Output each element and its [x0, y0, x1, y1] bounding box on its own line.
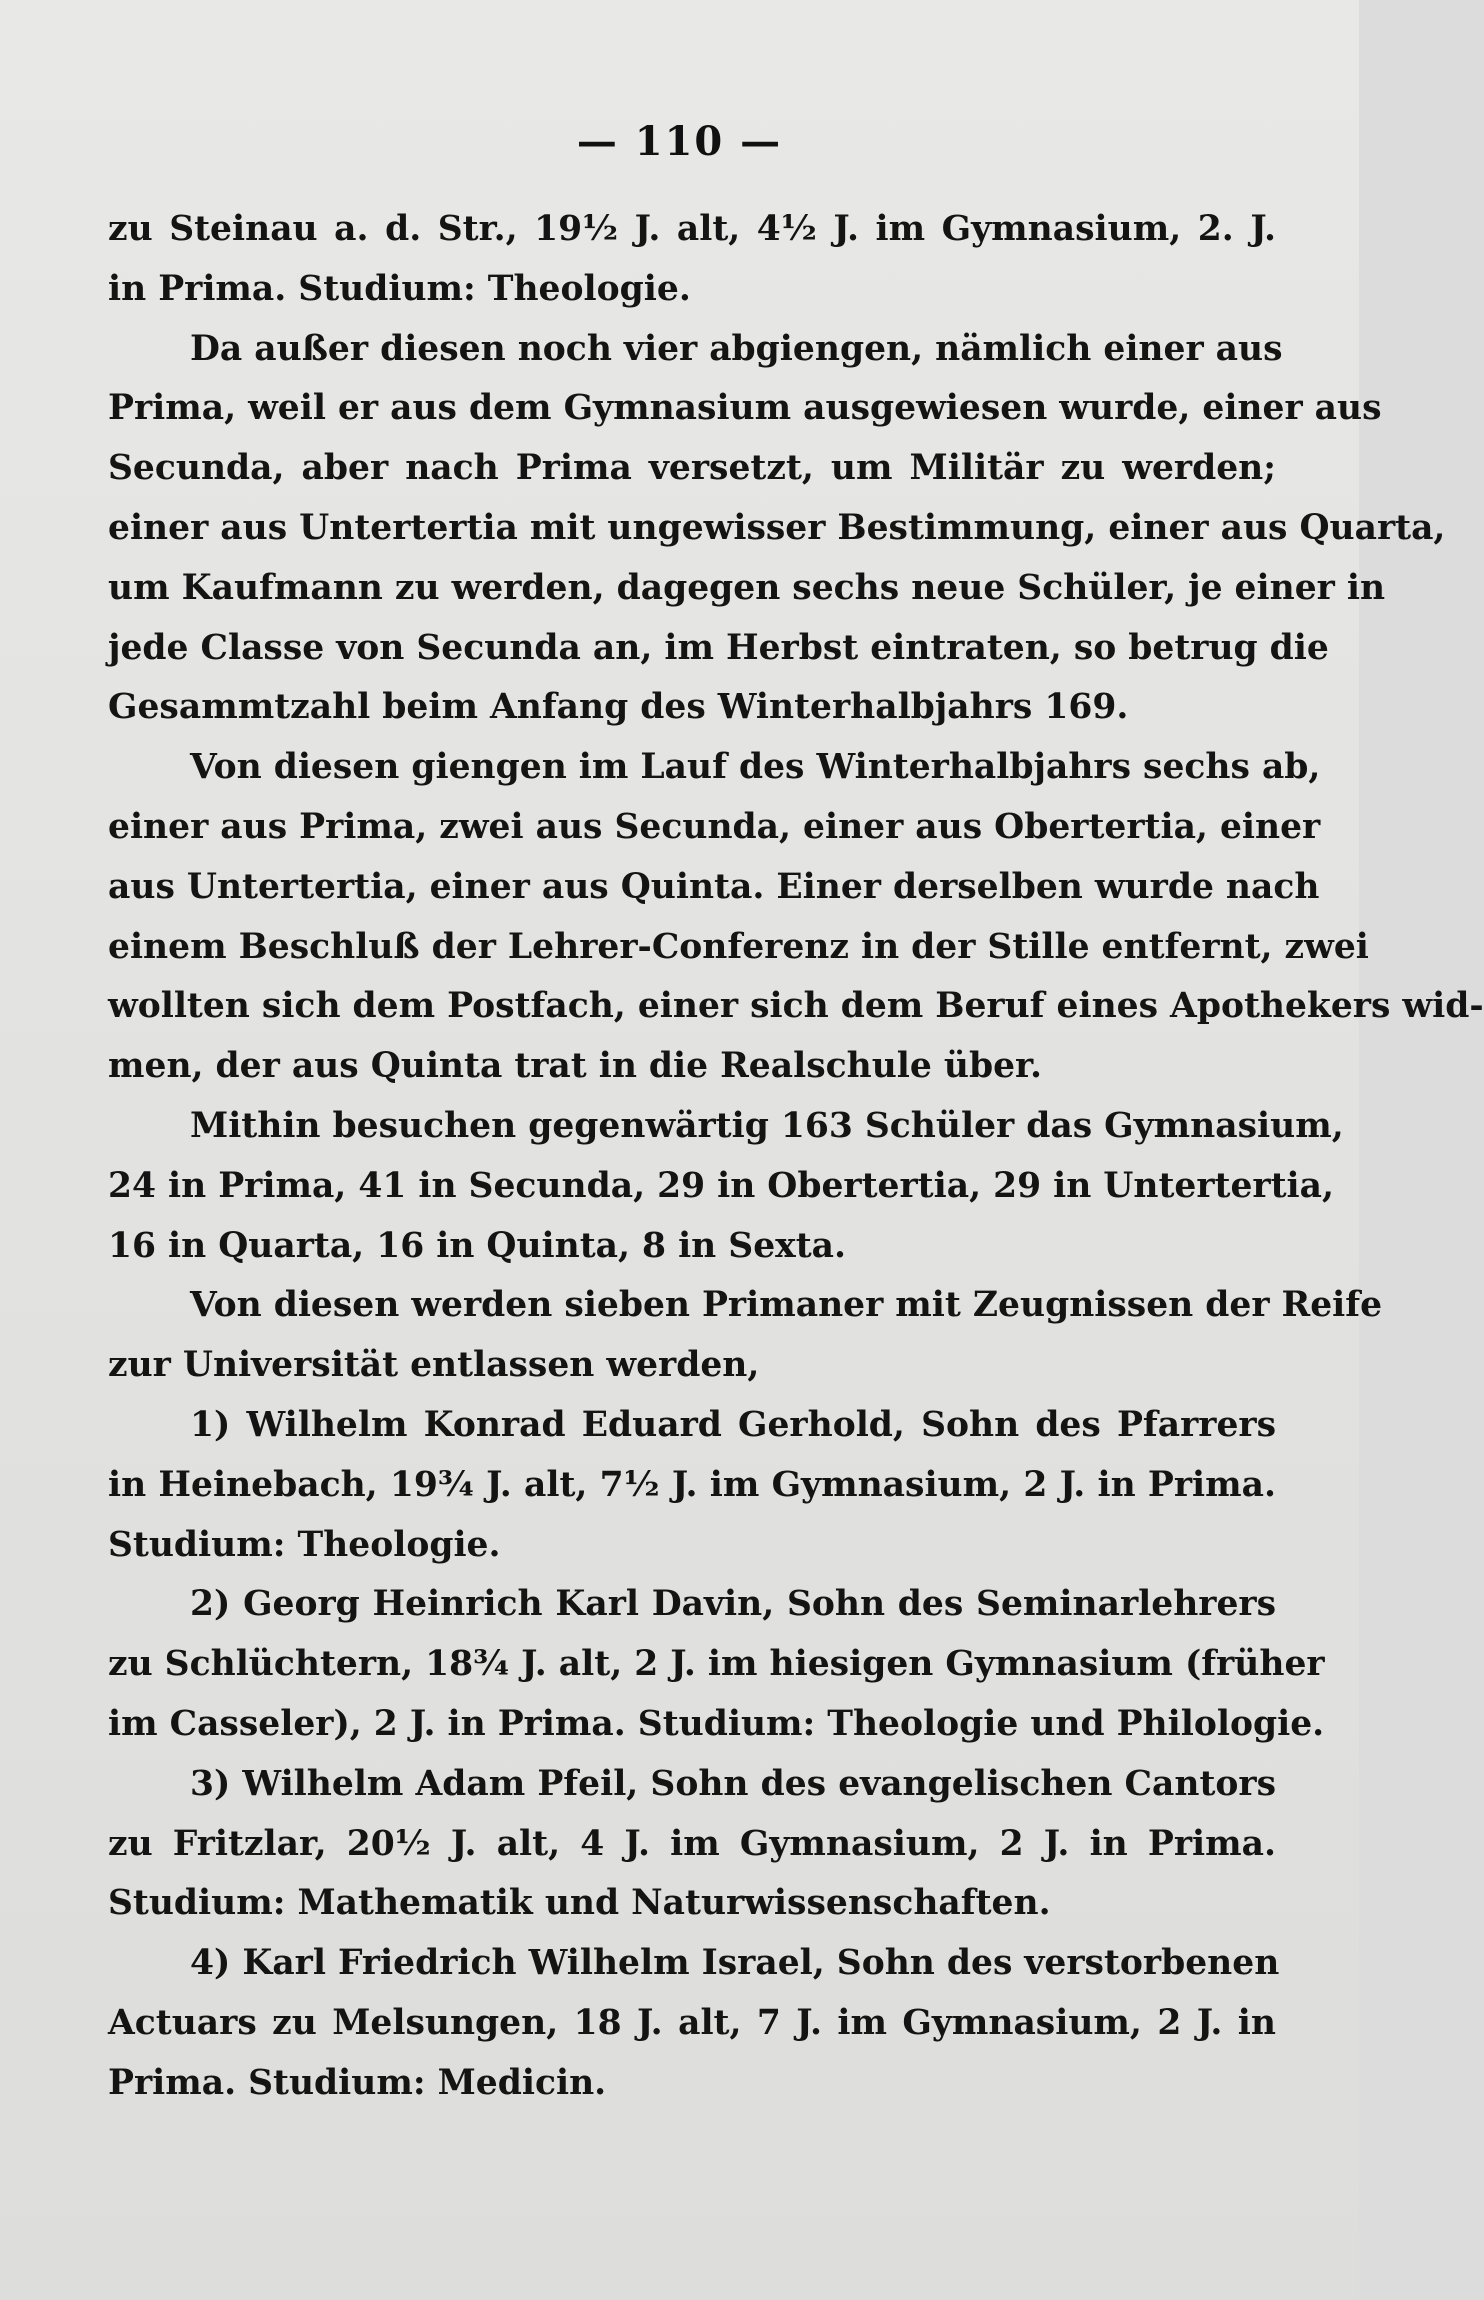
text-line: Da außer diesen noch vier abgiengen, nämlich einer aus [190, 328, 1283, 369]
text-line: zur Universität entlassen werden, [108, 1345, 760, 1386]
text-line: Secunda, aber nach Prima versetzt, um Militär zu werden; [108, 448, 1276, 489]
list-item-line: zu Schlüchtern, 18¾ J. alt, 2 J. im hiesigen Gymnasium (früher [108, 1644, 1325, 1685]
list-item-line: Studium: Theologie. [108, 1524, 501, 1565]
text-line: Gesammtzahl beim Anfang des Winterhalbjahrs 169. [108, 687, 1129, 728]
text-line: zu Steinau a. d. Str., 19½ J. alt, 4½ J. im Gymnasium, 2. J. [108, 209, 1276, 249]
text-line: einem Beschluß der Lehrer-Conferenz in der Stille entfernt, zwei [108, 926, 1369, 967]
list-item-line: Studium: Mathematik und Naturwissenschaften. [108, 1883, 1051, 1924]
text-line: Mithin besuchen gegenwärtig 163 Schüler das Gymnasium, [190, 1105, 1344, 1146]
text-line: einer aus Untertertia mit ungewisser Bestimmung, einer aus Quarta, [108, 507, 1446, 548]
text-line: jede Classe von Secunda an, im Herbst eintraten, so betrug die [108, 627, 1329, 668]
text-line: 16 in Quarta, 16 in Quinta, 8 in Sexta. [108, 1225, 847, 1266]
text-line: einer aus Prima, zwei aus Secunda, einer aus Obertertia, einer [108, 806, 1321, 847]
body-text [108, 200, 1484, 2114]
text-line: Prima, weil er aus dem Gymnasium ausgewiesen wurde, einer aus [108, 388, 1382, 429]
list-item-line: 3) Wilhelm Adam Pfeil, Sohn des evangelischen Cantors [190, 1763, 1276, 1804]
text-line: in Prima. Studium: Theologie. [108, 268, 691, 309]
text-line: aus Untertertia, einer aus Quinta. Einer derselben wurde nach [108, 866, 1320, 907]
list-item-line: 2) Georg Heinrich Karl Davin, Sohn des Seminarlehrers [190, 1584, 1276, 1625]
list-item-line: zu Fritzlar, 20½ J. alt, 4 J. im Gymnasium, 2 J. in Prima. [108, 1823, 1276, 1864]
list-item-line: 4) Karl Friedrich Wilhelm Israel, Sohn des verstorbenen [190, 1943, 1280, 1984]
text-line: men, der aus Quinta trat in die Realschule über. [108, 1046, 1043, 1087]
list-item-line: in Heinebach, 19¾ J. alt, 7½ J. im Gymnasium, 2 J. in Prima. [108, 1464, 1276, 1505]
page-number: — 110 — [576, 118, 783, 165]
list-item-line: Prima. Studium: Medicin. [108, 2062, 607, 2103]
text-line: Von diesen giengen im Lauf des Winterhalbjahrs sechs ab, [190, 747, 1321, 788]
list-item-line: Actuars zu Melsungen, 18 J. alt, 7 J. im Gymnasium, 2 J. in [108, 2002, 1276, 2043]
text-line: Von diesen werden sieben Primaner mit Zeugnissen der Reife [190, 1285, 1383, 1326]
list-item-line: im Casseler), 2 J. in Prima. Studium: Theologie und Philologie. [108, 1703, 1325, 1744]
text-line: wollten sich dem Postfach, einer sich dem Beruf eines Apothekers wid- [108, 986, 1484, 1027]
text-line: 24 in Prima, 41 in Secunda, 29 in Obertertia, 29 in Untertertia, [108, 1165, 1335, 1206]
list-item-line: 1) Wilhelm Konrad Eduard Gerhold, Sohn des Pfarrers [190, 1404, 1276, 1445]
text-line: um Kaufmann zu werden, dagegen sechs neue Schüler, je einer in [108, 567, 1386, 608]
